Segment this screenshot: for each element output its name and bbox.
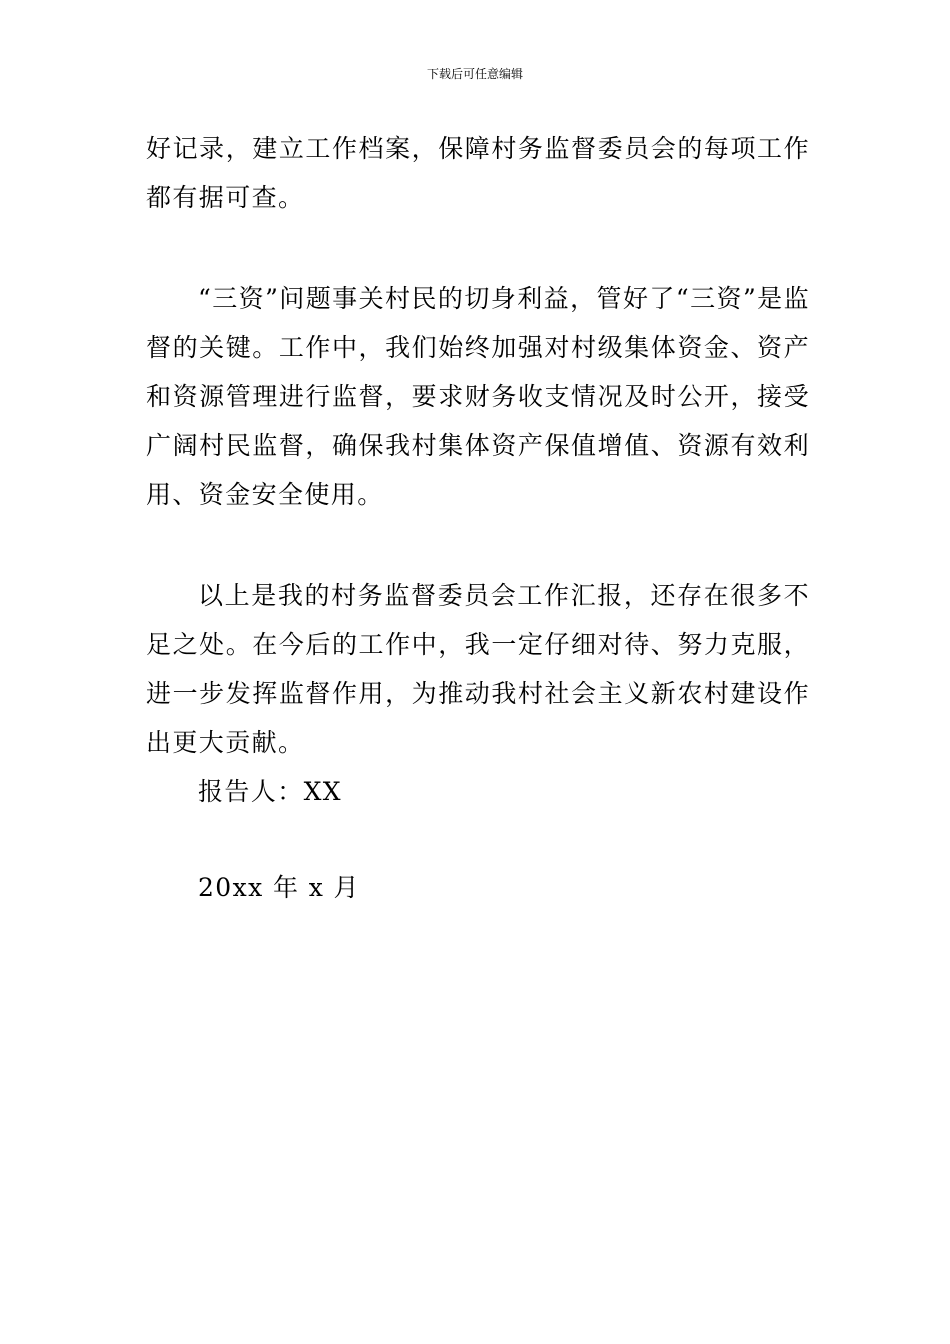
reporter-line: 报告人：XX [198, 777, 342, 806]
header-note: 下载后可任意编辑 [426, 67, 523, 81]
date-line: 20xx 年 x 月 [198, 873, 360, 902]
paragraph-continuation: 好记录，建立工作档案，保障村务监督委员会的每项工作都有据可查。 [146, 134, 810, 212]
paragraph-conclusion: 以上是我的村务监督委员会工作汇报，还存在很多不足之处。在今后的工作中，我一定仔细对待、努力克服，进一步发挥监督作用，为推动我村社会主义新农村建设作出更大贡献。 [146, 581, 810, 757]
paragraph-three-assets: “三资”问题事关村民的切身利益，管好了“三资”是监督的关键。工作中，我们始终加强对村级集体资金、资产和资源管理进行监督，要求财务收支情况及时公开，接受广阔村民监督，确保我村集体资产保值增值、资源有效利用、资金安全使用。 [146, 284, 810, 509]
document-body [146, 124, 810, 912]
